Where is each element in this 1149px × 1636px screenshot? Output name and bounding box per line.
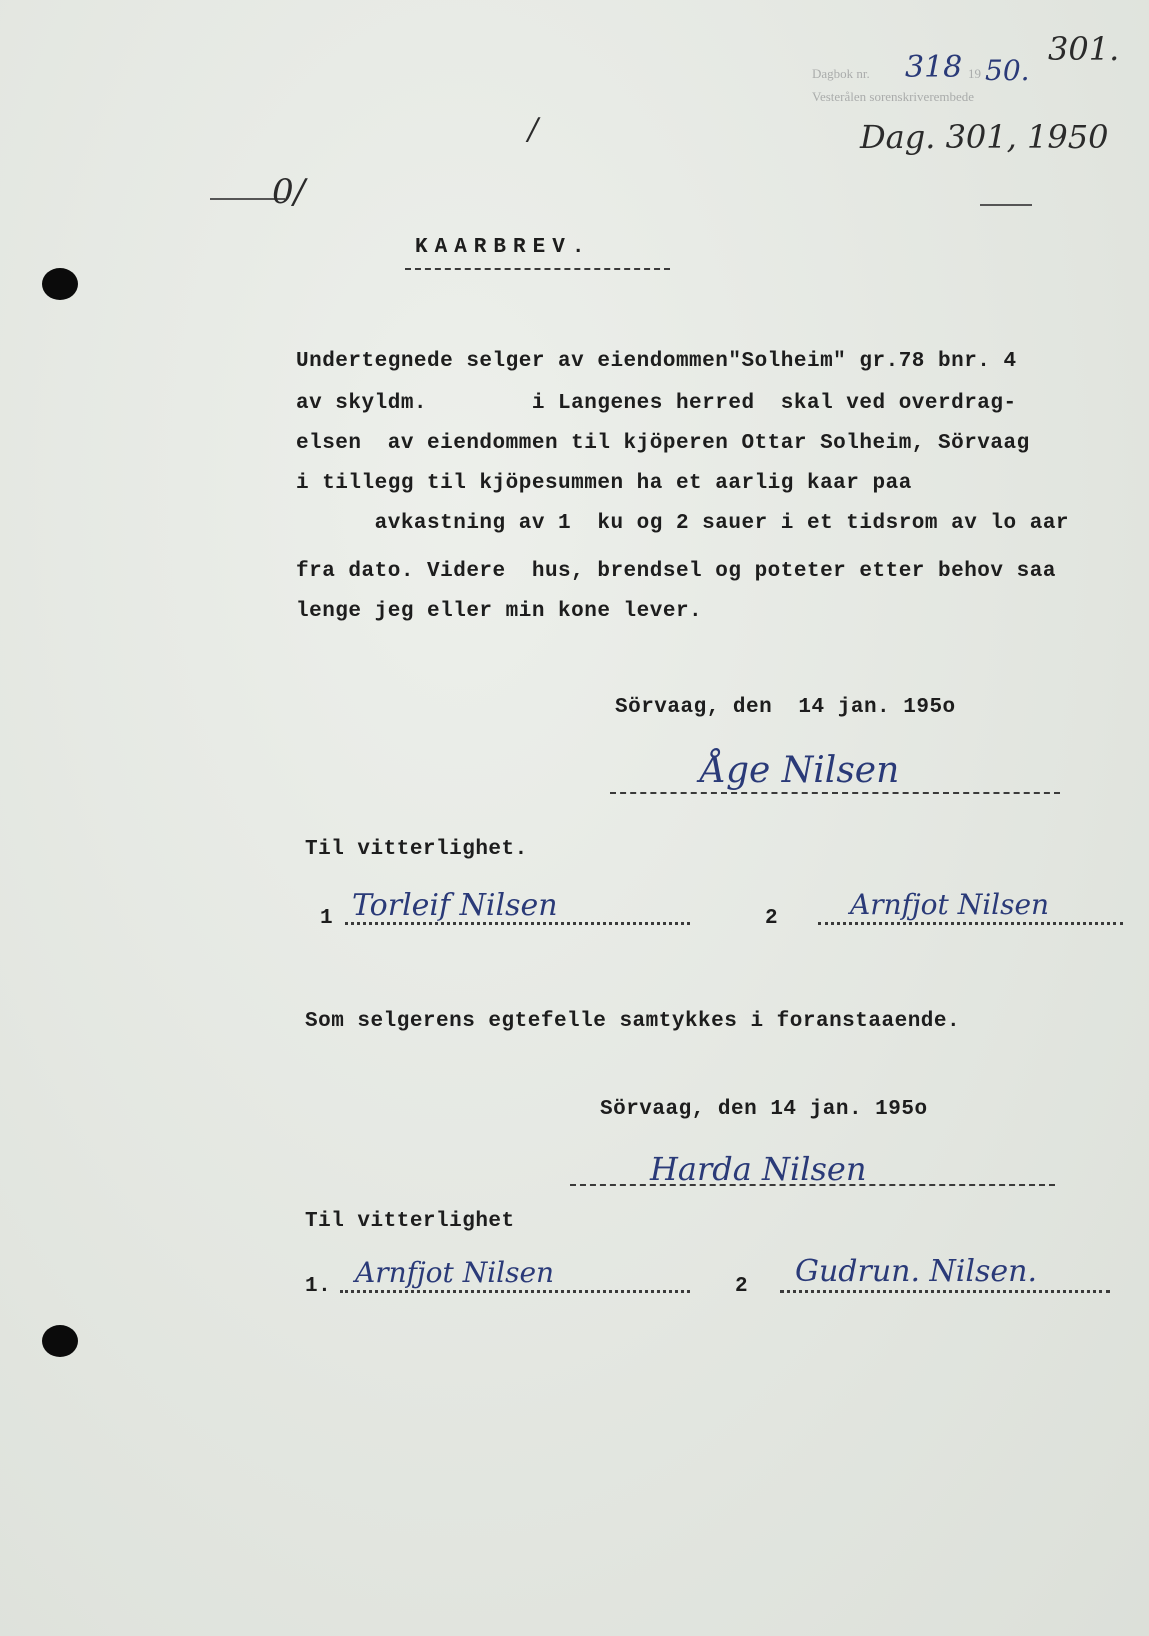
stamp-line-2: Vesterålen sorenskriverembede: [812, 89, 975, 104]
stamp-number: 318: [905, 50, 963, 85]
stamp-year-prefix: 19: [968, 66, 981, 81]
body-line-4: i tillegg til kjöpesummen ha et aarlig kaar paa: [296, 472, 912, 495]
witness-2-line-1: [340, 1290, 690, 1293]
witness-1-line-2: [818, 922, 1123, 925]
punch-hole-top: [42, 268, 78, 300]
stamp-year: 50.: [985, 54, 1030, 87]
place-date-2: Sörvaag, den 14 jan. 195o: [600, 1098, 928, 1121]
document-title: KAARBREV.: [415, 236, 592, 259]
witness-2-line-2: [780, 1290, 1110, 1293]
witness-2-number-2: 2: [735, 1275, 749, 1298]
registration-note: Dag. 301, 1950: [860, 118, 1109, 156]
body-line-7: lenge jeg eller min kone lever.: [296, 600, 703, 623]
spouse-signature: Harda Nilsen: [650, 1150, 867, 1188]
body-line-1: Undertegnede selger av eiendommen"Solheim" gr.78 bnr. 4: [296, 350, 1017, 373]
body-line-6: fra dato. Videre hus, brendsel og poteter etter behov saa: [296, 560, 1056, 583]
witness-1-signature-2: Arnfjot Nilsen: [850, 888, 1050, 921]
body-line-5: avkastning av 1 ku og 2 sauer i et tidsrom av lo aar: [296, 512, 1070, 535]
title-underline: [405, 268, 670, 270]
place-date-1: Sörvaag, den 14 jan. 195o: [615, 696, 956, 719]
body-line-3: elsen av eiendommen til kjöperen Ottar Solheim, Sörvaag: [296, 432, 1030, 455]
witness-2-signature-1: Arnfjot Nilsen: [355, 1256, 555, 1289]
top-right-rule: [980, 204, 1032, 206]
body-line-2: av skyldm. i Langenes herred skal ved overdrag-: [296, 392, 1017, 415]
stamp-line-1: Dagbok nr.: [812, 66, 870, 81]
witness-1-number-2: 2: [765, 907, 779, 930]
center-tick-mark: /: [528, 112, 539, 147]
folio-number: 301.: [1048, 30, 1120, 68]
witness-heading-1: Til vitterlighet.: [305, 838, 528, 861]
witness-heading-2: Til vitterlighet: [305, 1210, 515, 1233]
witness-2-signature-2: Gudrun. Nilsen.: [795, 1254, 1037, 1289]
witness-2-number-1: 1.: [305, 1275, 332, 1298]
punch-hole-bottom: [42, 1325, 78, 1357]
top-left-mark: 0/: [272, 172, 306, 212]
consent-text: Som selgerens egtefelle samtykkes i foranstaaende.: [305, 1010, 961, 1033]
spouse-signature-line: [570, 1184, 1055, 1186]
seller-signature: Åge Nilsen: [700, 750, 900, 791]
seller-signature-line: [610, 792, 1060, 794]
witness-1-number-1: 1: [320, 907, 334, 930]
witness-1-signature-1: Torleif Nilsen: [352, 888, 558, 923]
